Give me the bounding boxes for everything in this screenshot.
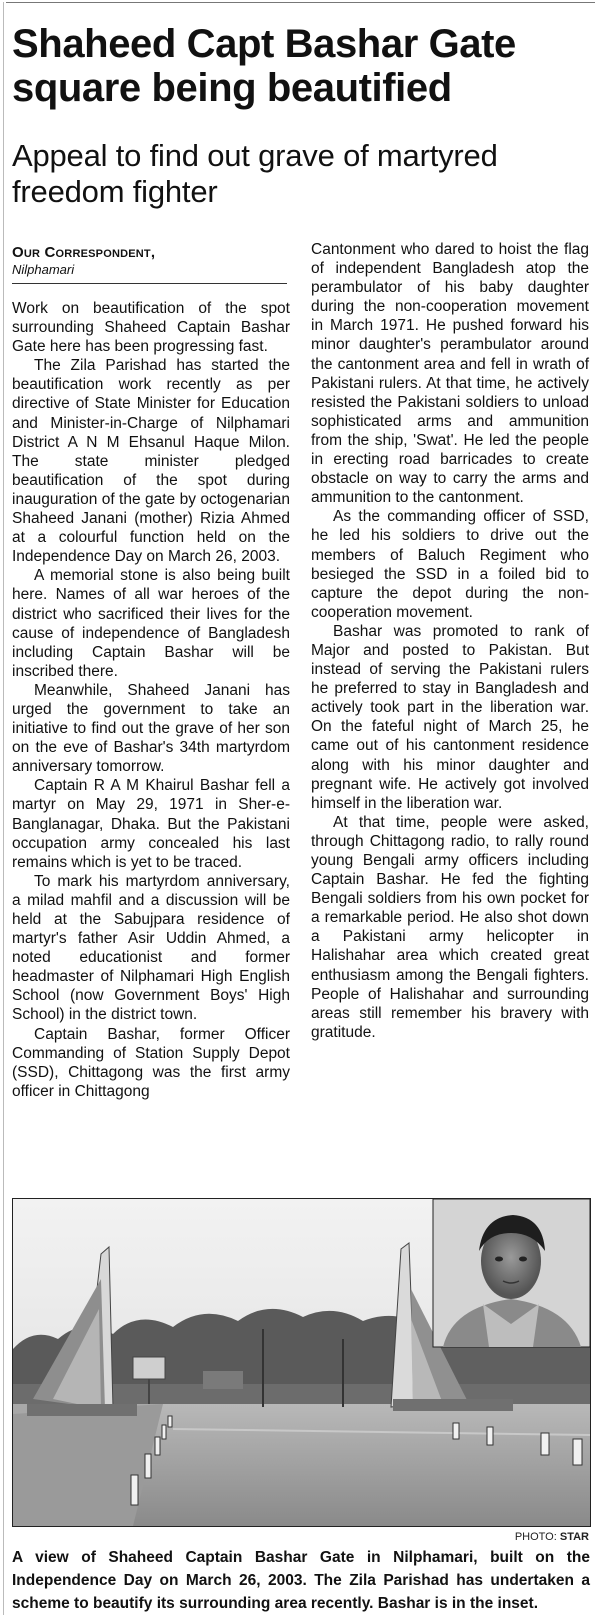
subheadline: Appeal to find out grave of martyred freedom fighter (12, 138, 498, 209)
paragraph: As the commanding officer of SSD, he led his soldiers to drive out the members of Baluch Regiment who besieged the SSD in a foiled bid to capture the depot during the non-cooperation movement. (311, 508, 589, 621)
paragraph: A memorial stone is also being built here. Names of all war heroes of the district who sacrificed their lives for the cause of independence of Bangladesh including Captain Bashar will be inscribed there. (12, 567, 290, 680)
paragraph: Cantonment who dared to hoist the flag of independent Bangladesh atop the perambulator of his baby daughter during the non-cooperation movement in March 1971. He pushed forward his minor daughter's perambulator around the cantonment area and fell in wrath of Pakistani rulers. At that time, he actively resisted the Pakistani soldiers to unload sophisticated arms and ammunition from the ship, 'Swat'. He led the people in erecting road barricades to create obstacle on way to carry the arms and ammunition to the cantonment. (311, 241, 589, 507)
article-column-1 (12, 299, 290, 1101)
paragraph: At that time, people were asked, through Chittagong radio, to rally round young Bengali army officers including Captain Bashar. He fed the fighting Bengali soldiers from his own pocket for a remarkable period. He also shot down a Pakistani army helicopter in Halishahar area which created great enthusiasm among the Bengali fighters. People of Halishahar and surrounding areas still remember his bravery with gratitude. (311, 813, 589, 1041)
paragraph: The Zila Parishad has started the beautification work recently as per directive of State Minister for Education and Minister-in-Charge of Nilphamari District A N M Ehsanul Haque Milon. The state minister pledged beautification of the spot during inauguration of the gate by octogenarian Shaheed Janani (mother) Rizia Ahmed at a colourful function held on the Independence Day on March 26, 2003. (12, 357, 290, 566)
paragraph: Captain Bashar, former Officer Commanding of Station Supply Depot (SSD), Chittagong was the first army officer in Chittagong (12, 1025, 290, 1100)
paragraph: Bashar was promoted to rank of Major and posted to Pakistan. But instead of serving the Pakistani rulers he preferred to stay in Bangladesh and actively took part in the liberation war. On the fateful night of March 25, he came out of his cantonment residence along with his minor daughter and pregnant wife. He actively got involved himself in the liberation war. (311, 622, 589, 812)
gate-photo (12, 1198, 591, 1527)
left-border-rule (3, 2, 4, 1615)
paragraph: Work on beautification of the spot surrounding Shaheed Captain Bashar Gate here has been progressing fast. (12, 300, 290, 356)
byline-correspondent: Our Correspondent, (12, 244, 156, 261)
bashar-inset-portrait (433, 1199, 590, 1347)
photo-credit-label: PHOTO: (514, 1531, 557, 1543)
photo-credit-source: STAR (559, 1531, 589, 1543)
top-rule (6, 2, 595, 3)
paragraph: Captain R A M Khairul Bashar fell a martyr on May 29, 1971 in Sher-e-Banglanagar, Dhaka. But the Pakistani occupation army concealed his last remains which is yet to be traced. (12, 777, 290, 871)
paragraph: Meanwhile, Shaheed Janani has urged the government to take an initiative to find out the grave of her son on the eve of Bashar's 34th martyrdom anniversary tomorrow. (12, 681, 290, 776)
headline: Shaheed Capt Bashar Gate square being beautified (12, 22, 516, 110)
photo-credit (515, 1531, 589, 1543)
paragraph: To mark his martyrdom anniversary, a milad mahfil and a discussion will be held at the Sabujpara residence of martyr's father Asir Uddin Ahmed, a noted educationist and former headmaster of Nilphamari High English School (now Government Boys' High School) in the district town. (12, 872, 290, 1024)
byline (12, 244, 287, 278)
dateline: Nilphamari (12, 262, 75, 277)
article-column-2 (311, 240, 589, 1042)
byline-rule (12, 283, 287, 284)
photo-caption: A view of Shaheed Captain Bashar Gate in Nilphamari, built on the Independence Day on March 26, 2003. The Zila Parishad has undertaken a scheme to beautify its surrounding area recently. Bashar is in the inset. (12, 1549, 590, 1612)
